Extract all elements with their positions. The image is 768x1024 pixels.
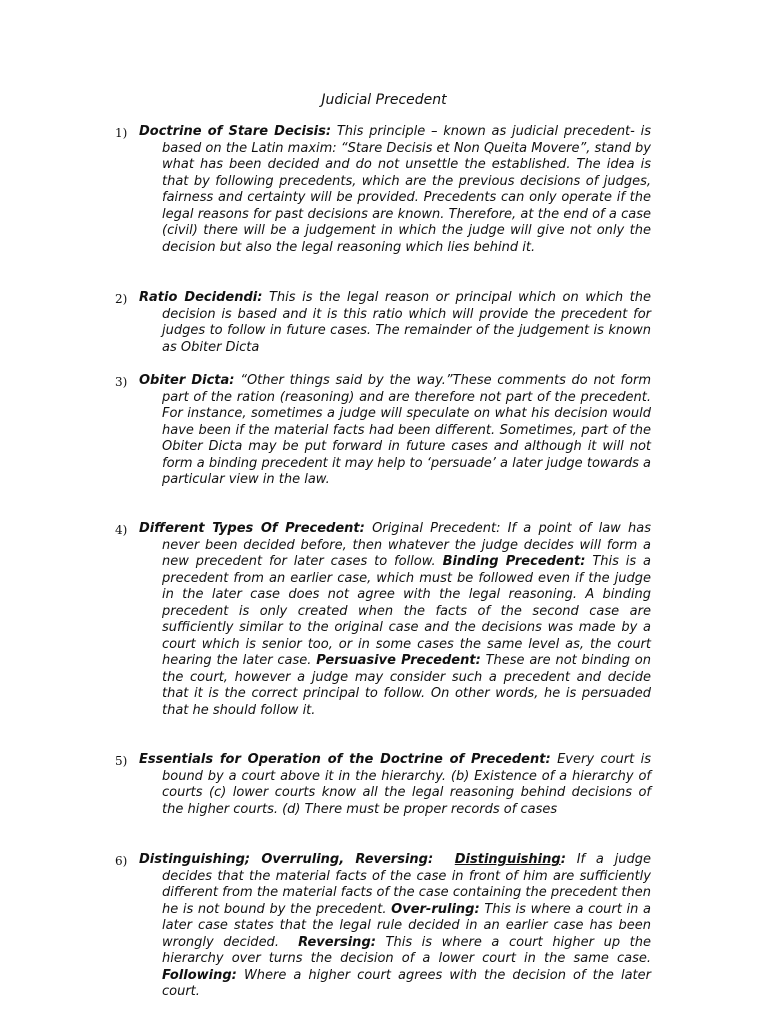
item-text: This is the legal reason or principal which on which the decision is based and it is this ratio which will provide the precedent for judges to follow in future cases. The remainder of the judgement is known as Obiter Dicta <box>162 290 651 355</box>
item-body <box>139 290 651 356</box>
item-number: 1) <box>115 126 128 140</box>
item-heading: Different Types Of Precedent: <box>139 521 365 536</box>
list-item-types-of-precedent <box>115 521 651 719</box>
item-number: 3) <box>115 375 128 389</box>
item-number: 4) <box>115 523 128 537</box>
item-heading: Ratio Decidendi: <box>139 290 263 305</box>
term-distinguishing: Distinguishing <box>454 852 561 867</box>
item-heading: Essentials for Operation of the Doctrine of Precedent: <box>139 752 551 767</box>
item-body <box>139 124 651 256</box>
term-reversing: Reversing: <box>298 934 376 950</box>
item-heading: Doctrine of Stare Decisis: <box>139 124 332 139</box>
term-persuasive-precedent: Persuasive Precedent: <box>316 653 481 668</box>
list-item-ratio-decidendi <box>115 290 651 356</box>
item-text: This is where a court higher up the hierarchy over turns the decision of a lower court in the same case. <box>162 934 651 966</box>
list-item-essentials <box>115 752 651 818</box>
item-number: 2) <box>115 292 128 306</box>
list-item-distinguishing <box>115 852 651 1001</box>
item-number: 5) <box>115 754 128 768</box>
item-body <box>139 852 651 1001</box>
term-colon: : <box>560 852 566 867</box>
list-item-obiter-dicta <box>115 373 651 489</box>
item-text: If a judge decides that the material facts of the case in front of him are sufficiently different from the material facts of the case containing the precedent then he is not bound by the precedent. <box>162 852 651 917</box>
item-text: Every court is bound by a court above it in the hierarchy. (b) Existence of a hierarchy of courts (c) lower courts know all the legal reasoning behind decisions of the higher courts. (d) There must be proper records of cases <box>162 752 651 817</box>
item-text: Original Precedent: If a point of law has never been decided before, then whatever the judge decides will form a new precedent for later cases to follow. <box>162 521 651 569</box>
list-item-stare-decisis <box>115 124 651 256</box>
item-text: This is where a court in a later case states that the legal rule decided in an earlier case has been wrongly decided. <box>162 901 651 950</box>
item-text: This principle – known as judicial precedent- is based on the Latin maxim: “Stare Decisis et Non Queita Movere”, stand by what has been decided and do not unsettle the established. The idea is that by following precedents, which are the previous decisions of judges, fairness and certainty will be provided. Precedents can only operate if the legal reasons for past decisions are known. Therefore, at the end of a case (civil) there will be a judgement in which the judge will give not only the decision but also the legal reasoning which lies behind it. <box>162 124 651 255</box>
term-following: Following: <box>162 967 237 983</box>
item-body <box>139 521 651 719</box>
term-binding-precedent: Binding Precedent: <box>442 554 586 569</box>
term-over-ruling: Over-ruling: <box>391 901 480 917</box>
item-text: These are not binding on the court, however a judge may consider such a precedent and decide that it is the correct principal to follow. On other words, he is persuaded that he should follow it. <box>162 653 652 718</box>
item-text: This is a precedent from an earlier case, which must be followed even if the judge in the later case does not agree with the legal reasoning. A binding precedent is only created when the facts of the second case are sufficiently similar to the original case and the decisions was made by a court which is senior too, or in some cases the same level as, the court hearing the later case. <box>162 554 651 668</box>
item-text: Where a higher court agrees with the decision of the later court. <box>162 967 651 999</box>
item-number: 6) <box>115 854 128 868</box>
item-body <box>139 752 651 818</box>
item-text: “Other things said by the way.”These comments do not form part of the ration (reasoning) and are therefore not part of the precedent. For instance, sometimes a judge will speculate on what his decision would have been if the material facts had been different. Sometimes, part of the Obiter Dicta may be put forward in future cases and although it will not form a binding precedent it may help to ‘persuade’ a later judge towards a particular view in the law. <box>162 373 651 487</box>
item-heading: Obiter Dicta: <box>139 373 235 388</box>
document-title: Judicial Precedent <box>321 92 447 108</box>
item-body <box>139 373 651 489</box>
item-heading: Distinguishing; Overruling, Reversing: <box>139 852 434 867</box>
